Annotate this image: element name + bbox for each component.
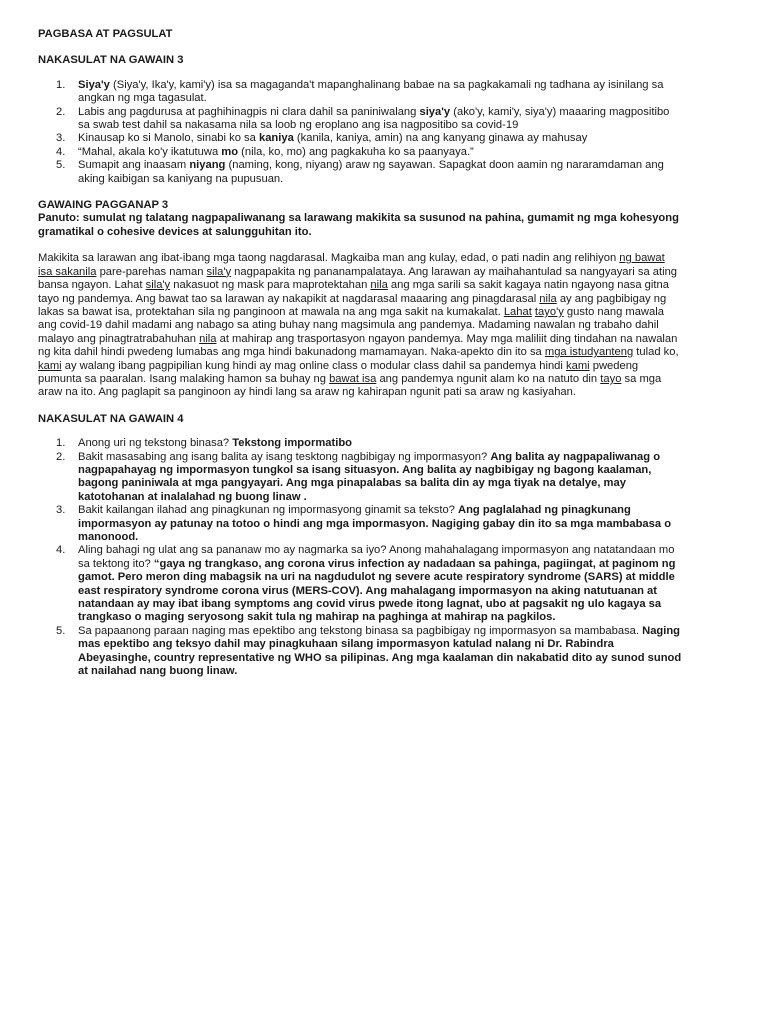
answer-text: Ang balita ay nagpapaliwanag o nagpapahayag ng impormasyon tungkol sa isang situasyon. Ang balita ay nagbibigay ng bagong kaalaman, bagong paniniwala at mga pangyayari. Ang mga pinapalabas sa balita din ay mga tiyak na detalye, may katotohanan at inalalahad ng buong linaw . bbox=[78, 450, 661, 503]
paragraph-text: sa mga araw na ito. Ang paglapit sa panginoon ay hindi lang sa araw ng kahirapan ngunit pati sa araw ng kasiyahan. bbox=[38, 372, 662, 399]
question-text: Bakit kailangan ilahad ang pinagkunan ng impormasyong ginamit sa teksto? bbox=[78, 504, 458, 517]
item-text: Kinausap ko si Manolo, sinabi ko sa bbox=[78, 132, 259, 145]
paragraph-text: at mahirap ang trasportasyon ngayon pandemya. May mga maliliit ding tindahan na nawalan ng kita dahil hindi pwedeng lumabas ang mga hindi bakunadong mamamayan. Naka-apekto din ito sa bbox=[38, 332, 678, 359]
list-item bbox=[38, 437, 682, 450]
cohesive-device: nila bbox=[539, 292, 557, 305]
cohesive-device: nila bbox=[370, 279, 388, 292]
question-text: Sa papaanong paraan naging mas epektibo ang tekstong binasa sa pagbibigay ng impormasyon sa mambabasa. bbox=[78, 624, 643, 637]
cohesive-device: sila'y bbox=[145, 279, 171, 292]
item-text: (kanila, kaniya, amin) na ang kanyang ginawa ay mahusay bbox=[293, 132, 588, 145]
list-item bbox=[38, 159, 682, 186]
paragraph-text: pare-parehas naman bbox=[96, 265, 207, 278]
cohesive-device: sila'y bbox=[206, 265, 232, 278]
item-text: (nila, ko, mo) ang pagkakuha ko sa paanyaya.” bbox=[238, 145, 474, 158]
item-text: Labis ang pagdurusa at paghihinagpis ni clara dahil sa paniniwalang bbox=[78, 105, 420, 118]
section-heading-gawain-3: NAKASULAT NA GAWAIN 3 bbox=[38, 54, 184, 67]
answer-pronoun: mo bbox=[221, 145, 239, 158]
list-number: 2. bbox=[56, 450, 66, 463]
gawain-4-list bbox=[38, 437, 682, 678]
paragraph-text: ay walang ibang pagpipilian kung hindi ay mag online class o modular class dahil sa pandemya hindi bbox=[61, 359, 566, 372]
list-item bbox=[38, 451, 682, 505]
question-text: Aling bahagi ng ulat ang sa pananaw mo ay nagmarka sa iyo? Anong mahahalagang impormasyon ang natatandaan mo sa tektong ito? bbox=[78, 544, 675, 570]
list-number: 5. bbox=[56, 159, 66, 172]
cohesive-device: tayo'y bbox=[534, 305, 564, 318]
cohesive-device: nila bbox=[199, 332, 217, 345]
instructions: Panuto: sumulat ng talatang nagpapaliwanang sa larawang makikita sa susunod na pahina, gumamit ng mga kohesyong gramatikal o cohesive devices at salungguhitan ito. bbox=[38, 212, 679, 238]
question-text: Bakit masasabing ang isang balita ay isang tesktong nagbibigay ng impormasyon? bbox=[78, 450, 491, 463]
list-number: 3. bbox=[56, 132, 66, 145]
list-item bbox=[38, 625, 682, 679]
paragraph-text: tulad ko, bbox=[633, 346, 679, 359]
answer-pronoun: Siya'y bbox=[78, 78, 110, 91]
list-number: 1. bbox=[56, 78, 66, 91]
list-item bbox=[38, 504, 682, 544]
item-text: “Mahal, akala ko'y ikatutuwa bbox=[78, 145, 222, 158]
list-item bbox=[38, 79, 682, 106]
cohesive-device: ng bawat isa sakanila bbox=[38, 252, 665, 278]
cohesive-device: kami bbox=[38, 359, 62, 372]
paragraph-text: ay ang pagbibigay ng lakas sa bawat isa, protektahan sila ng panginoon at mawala na ang mga sakit na kumakalat. bbox=[38, 292, 667, 318]
paragraph-text: Makikita sa larawan ang ibat-ibang mga taong nagdarasal. Magkaiba man ang kulay, edad, o pati nadin ang relihiyon bbox=[38, 252, 620, 265]
list-item bbox=[38, 106, 682, 133]
list-number: 2. bbox=[56, 105, 66, 118]
cohesive-device: kami bbox=[566, 359, 590, 372]
question-text: Anong uri ng tekstong binasa? bbox=[78, 437, 233, 450]
section-heading-gawain-4: NAKASULAT NA GAWAIN 4 bbox=[38, 412, 184, 425]
list-number: 1. bbox=[56, 437, 66, 450]
answer-pronoun: niyang bbox=[189, 159, 226, 172]
gawain-3-list bbox=[38, 79, 682, 186]
list-number: 4. bbox=[56, 145, 66, 158]
answer-text: Ang paglalahad ng pinagkunang impormasyon ay patunay na totoo o hindi ang mga impormasyon. Nagiging gabay din ito sa mga mambabasa o manonood. bbox=[78, 504, 672, 543]
cohesive-device: mga istudyanteng bbox=[544, 346, 634, 359]
item-text: (ako'y, kami'y, siya'y) maaaring magpositibo sa swab test dahil sa nakasama nila sa loob ng eroplano ang isa nagpositibo sa covid-19 bbox=[78, 105, 670, 132]
answer-pronoun: siya'y bbox=[419, 105, 451, 118]
answer-text: Naging mas epektibo ang teksyo dahil may pinagkuhaan silang impormasyon katulad nalang ni Dr. Rabindra Abeyasinghe, country representative ng WHO sa pilipinas. Ang mga kaalaman din nakabatid dito ay sunod sunod at nailahad nang buong linaw. bbox=[78, 624, 682, 678]
list-item bbox=[38, 544, 682, 624]
paragraph-text: pwedeng pumunta sa paaralan. Isang malaking hamon sa buhay ng bbox=[38, 359, 639, 385]
item-text: Sumapit ang inaasam bbox=[78, 159, 190, 172]
document-title: PAGBASA AT PAGSULAT bbox=[38, 28, 173, 40]
paragraph-text: nagpapakita ng pananampalataya. Ang larawan ay maihahantulad sa nangyayari sa ating bansa ngayon. Lahat bbox=[38, 265, 678, 292]
essay-paragraph bbox=[38, 252, 682, 399]
answer-text: Tekstong impormatibo bbox=[232, 437, 353, 450]
list-number: 3. bbox=[56, 504, 66, 517]
item-text: (naming, kong, niyang) araw ng sayawan. Sapagkat doon aamin ng nararamdaman ang aking kaibigan sa kaniyang na pupusuan. bbox=[78, 159, 664, 185]
list-number: 4. bbox=[56, 544, 66, 557]
paragraph-text: ang mga sarili sa sakit kagaya natin ngayong nasa gitna tayo ng pandemya. Ang bawat tao sa larawan ay nakapikit at nagdarasal maaaring ang pinagdarasal bbox=[38, 279, 669, 305]
section-heading-gawaing-pagganap-3: GAWAING PAGGANAP 3 bbox=[38, 199, 169, 212]
cohesive-device: Lahat bbox=[503, 305, 532, 318]
list-number: 5. bbox=[56, 624, 66, 637]
paragraph-text: nakasuot ng mask para maprotektahan bbox=[170, 279, 371, 292]
answer-pronoun: kaniya bbox=[258, 132, 294, 145]
cohesive-device: bawat isa bbox=[329, 372, 377, 385]
cohesive-device: tayo bbox=[600, 372, 622, 385]
item-text: (Siya'y, Ika'y, kami'y) isa sa magaganda't mapanghalinang babae na sa pagkakamali ng tadhana ay isinilang sa angkan ng mga tagasulat. bbox=[78, 78, 664, 105]
paragraph-text: ang pandemya ngunit alam ko na natuto din bbox=[376, 372, 601, 385]
list-item bbox=[38, 132, 682, 145]
list-item bbox=[38, 146, 682, 159]
answer-text: “gaya ng trangkaso, ang corona virus infection ay nadadaan sa pahinga, pagiingat, at paginom ng gamot. Pero meron ding mabagsik na uri na nagdudulot ng severe acute respiratory syndrome (SARS) at middle east respiratory syndrome corona virus (MERS-COV). Ang mahalagang impormasyon na aking natutuanan at natandaan ay may ibat ibang symptoms ang covid virus pwede itong lagnat, ubo at pagsakit ng ulo kagaya sa trangkaso o maging seryosong sakit tula ng mahirap na paghinga at mahirap na pagkilos. bbox=[78, 557, 676, 624]
paragraph-text: gusto nang mawala ang covid-19 dahil madami ang nabago sa ating buhay nang magsimula ang pandemya. Madaming nawalan ng trabaho dahil malayo ang pinagtratrabahuhan bbox=[38, 305, 664, 345]
